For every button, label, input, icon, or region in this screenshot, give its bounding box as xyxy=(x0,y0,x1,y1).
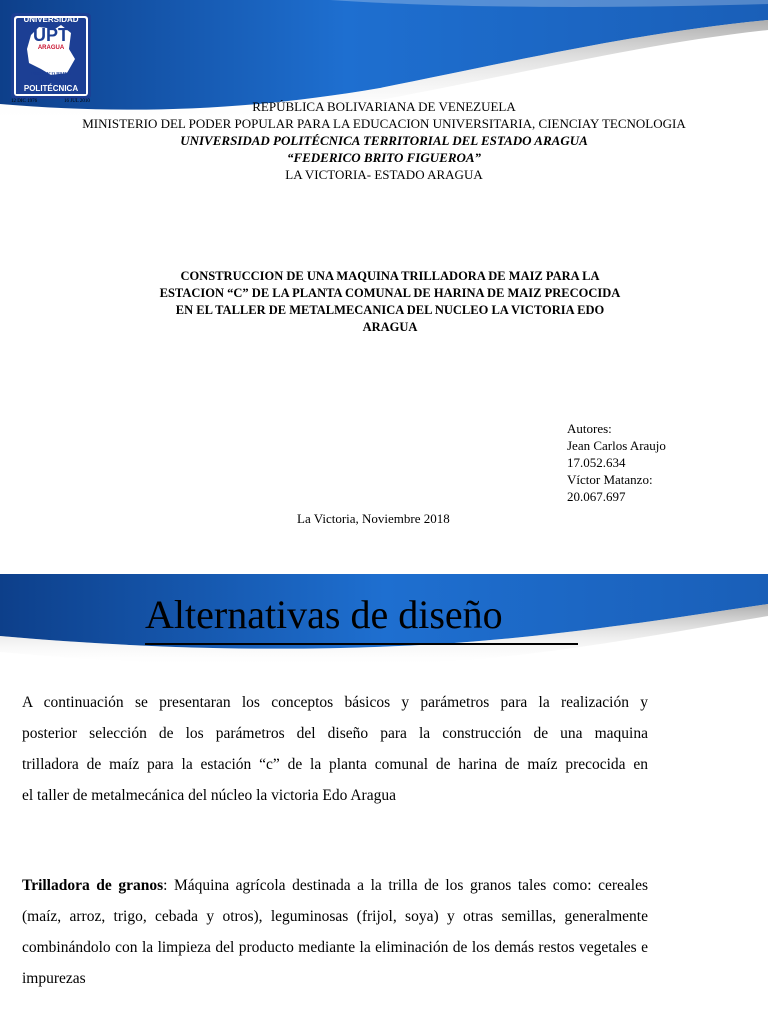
paragraph-line: posterior selección de los parámetros del diseño para la construcción de una maquina xyxy=(22,725,648,742)
author-name: Víctor Matanzo: xyxy=(567,472,653,487)
logo-top-text: UNIVERSIDAD xyxy=(23,15,79,24)
definition-paragraph xyxy=(22,870,648,994)
logo-date-left: 12 DIC 1976 xyxy=(11,99,38,104)
place-date: La Victoria, Noviembre 2018 xyxy=(297,511,450,526)
logo-bottom-text: POLITÉCNICA xyxy=(23,84,79,93)
paragraph-line: combinándolo con la limpieza del producto mediante la eliminación de los demás restos vegetales e xyxy=(22,939,648,956)
authors-block xyxy=(567,420,666,505)
project-title-line: ARAGUA xyxy=(362,320,418,334)
header-university: UNIVERSIDAD POLITÉCNICA TERRITORIAL DEL ESTADO ARAGUA xyxy=(180,133,588,148)
slide-gap xyxy=(0,540,768,574)
paragraph-line: (maíz, arroz, trigo, cebada y otros), leguminosas (frijol, soya) y otras semillas, generalmente xyxy=(22,908,648,925)
intro-paragraph xyxy=(22,687,648,811)
logo-big-text: UPT xyxy=(33,25,69,45)
paragraph-line: impurezas xyxy=(22,970,86,987)
author-name: Jean Carlos Araujo xyxy=(567,438,666,453)
paragraph-line: el taller de metalmecánica del núcleo la victoria Edo Aragua xyxy=(22,787,396,804)
header-ministry: MINISTERIO DEL PODER POPULAR PARA LA EDUCACION UNIVERSITARIA, CIENCIAY TECNOLOGIA xyxy=(82,116,686,131)
author-id: 17.052.634 xyxy=(567,455,626,470)
project-title-line: ESTACION “C” DE LA PLANTA COMUNAL DE HARINA DE MAIZ PRECOCIDA xyxy=(159,286,621,300)
title-underline xyxy=(145,643,578,645)
project-title-line: EN EL TALLER DE METALMECANICA DEL NUCLEO LA VICTORIA EDO xyxy=(175,303,605,317)
definition-term: Trilladora de granos xyxy=(22,877,164,894)
logo-date-right: 16 JUL 2010 xyxy=(64,99,90,104)
paragraph-line: trilladora de maíz para la estación “c” de la planta comunal de harina de maíz precocida en xyxy=(22,756,648,773)
header-university-name: “FEDERICO BRITO FIGUEROA” xyxy=(286,150,482,165)
definition-text: Máquina agrícola destinada a la trilla de los granos tales como: cereales xyxy=(167,877,648,894)
paragraph-line xyxy=(22,870,648,901)
university-logo xyxy=(11,13,91,105)
content-slide xyxy=(0,574,768,1024)
paragraph-line: A continuación se presentaran los conceptos básicos y parámetros para la realización y xyxy=(22,694,648,711)
logo-sub-text: ARAGUA xyxy=(37,45,65,51)
header-republic: REPÚBLICA BOLIVARIANA DE VENEZUELA xyxy=(252,99,516,114)
slide-title: Alternativas de diseño xyxy=(145,592,503,637)
definition-colon: : xyxy=(163,877,168,894)
logo-name-text: FEDERICO BRITO FIGUEROA xyxy=(31,71,71,81)
project-title-line: CONSTRUCCION DE UNA MAQUINA TRILLADORA DE MAIZ PARA LA xyxy=(180,269,600,283)
author-id: 20.067.697 xyxy=(567,489,626,504)
authors-label: Autores: xyxy=(567,421,612,436)
header-location: LA VICTORIA- ESTADO ARAGUA xyxy=(285,167,483,182)
project-title xyxy=(110,268,670,336)
